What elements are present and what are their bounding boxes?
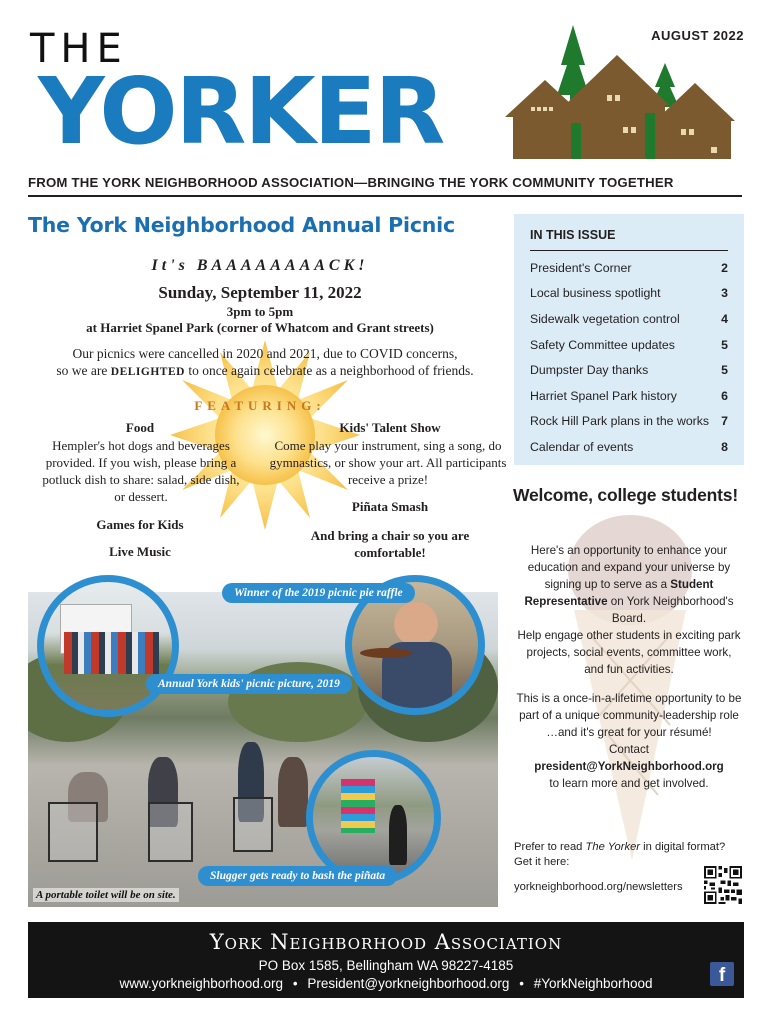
pinata-photo-child bbox=[389, 805, 407, 865]
welcome-paragraph-1 bbox=[516, 542, 742, 678]
food-heading: Food bbox=[125, 420, 155, 435]
issue-item-title: Safety Committee updates bbox=[530, 337, 675, 352]
student-representative-emphasis: Student Representative bbox=[524, 578, 714, 608]
picnic-intro bbox=[40, 345, 490, 381]
digital-text-b: in digital format? Get it here: bbox=[514, 841, 726, 868]
photo-chair bbox=[233, 797, 273, 852]
footer-hashtag[interactable]: #YorkNeighborhood bbox=[533, 976, 653, 991]
issue-item-title: Local business spotlight bbox=[530, 286, 661, 301]
tagline: FROM THE YORK NEIGHBORHOOD ASSOCIATION—BRINGING THE YORK COMMUNITY TOGETHER bbox=[28, 175, 674, 190]
caption-pinata: Slugger gets ready to bash the piñata bbox=[198, 866, 397, 886]
food-text: Hempler's hot dogs and beverages provided. If you wish, please bring a potluck dish to share: salad, side dish, or dessert. bbox=[42, 438, 240, 504]
issue-list bbox=[530, 255, 728, 460]
issue-item[interactable] bbox=[530, 434, 728, 460]
pie-photo-pie bbox=[360, 648, 412, 658]
issue-item-page: 5 bbox=[721, 337, 728, 352]
picnic-location: at Harriet Spanel Park (corner of Whatcom and Grant streets) bbox=[86, 320, 434, 335]
welcome-paragraph-2 bbox=[516, 690, 742, 792]
welcome-p1-text-a: Here's an opportunity to enhance your education and expand your universe by signing up to serve as a bbox=[527, 544, 731, 591]
picnic-date: Sunday, September 11, 2022 bbox=[158, 283, 362, 302]
welcome-p2-text-c: to learn more and get involved. bbox=[549, 777, 709, 790]
photo-chair bbox=[48, 802, 98, 862]
footer-email-link[interactable]: President@yorkneighborhood.org bbox=[307, 976, 510, 991]
issue-item-title: Dumpster Day thanks bbox=[530, 363, 649, 378]
footer bbox=[28, 922, 744, 998]
newsletters-link[interactable]: yorkneighborhood.org/newsletters bbox=[514, 881, 683, 893]
chair-heading: And bring a chair so you are comfortable! bbox=[310, 528, 470, 560]
issue-item[interactable] bbox=[530, 281, 728, 307]
issue-item[interactable] bbox=[530, 332, 728, 358]
welcome-p1-text-c: Help engage other students in exciting park projects, social events, committee work, and fun activities. bbox=[517, 629, 741, 676]
issue-item-title: Rock Hill Park plans in the works bbox=[530, 414, 710, 429]
issue-item-page: 8 bbox=[721, 439, 728, 454]
welcome-p1-text-b: on York Neighborhood's Board. bbox=[607, 595, 734, 625]
facebook-icon[interactable]: f bbox=[710, 962, 734, 986]
issue-item-page: 7 bbox=[721, 414, 728, 429]
picnic-intro-line2a: so we are bbox=[56, 363, 111, 378]
caption-kids-picture: Annual York kids' picnic picture, 2019 bbox=[146, 674, 352, 694]
welcome-p2-text-a: This is a once-in-a-lifetime opportunity to be part of a unique community-leadership role …and it's great for your résumé! bbox=[516, 692, 742, 739]
picnic-time: 3pm to 5pm bbox=[226, 304, 294, 319]
issue-item[interactable] bbox=[530, 357, 728, 383]
picnic-intro-emphasis: DELIGHTED bbox=[110, 366, 185, 378]
footer-separator: • bbox=[292, 976, 298, 991]
welcome-heading: Welcome, college students! bbox=[513, 485, 738, 505]
masthead-the: THE bbox=[30, 26, 128, 72]
in-this-issue-heading: IN THIS ISSUE bbox=[530, 228, 728, 251]
issue-item-title: Sidewalk vegetation control bbox=[530, 311, 680, 326]
president-email-link[interactable]: president@YorkNeighborhood.org bbox=[534, 760, 724, 773]
issue-item-page: 2 bbox=[721, 260, 728, 275]
music-heading: Live Music bbox=[109, 544, 171, 559]
issue-item-title: Harriet Spanel Park history bbox=[530, 388, 677, 403]
tagline-divider bbox=[28, 195, 742, 197]
houses-illustration bbox=[505, 25, 745, 165]
footer-separator: • bbox=[519, 976, 524, 991]
photo-chair bbox=[148, 802, 193, 862]
pinata-heading: Piñata Smash bbox=[351, 499, 429, 514]
games-heading: Games for Kids bbox=[96, 517, 184, 532]
picnic-intro-line1: Our picnics were cancelled in 2020 and 2021, due to COVID concerns, bbox=[72, 346, 458, 361]
footer-address: PO Box 1585, Bellingham WA 98227-4185 bbox=[258, 958, 514, 973]
footer-links bbox=[28, 976, 744, 991]
portable-toilet-note: A portable toilet will be on site. bbox=[33, 888, 179, 902]
issue-item[interactable] bbox=[530, 383, 728, 409]
talent-show-heading: Kids' Talent Show bbox=[339, 420, 441, 435]
qr-code-icon[interactable] bbox=[704, 866, 742, 904]
in-this-issue-box bbox=[514, 214, 744, 465]
issue-item[interactable] bbox=[530, 255, 728, 281]
picnic-back-line: It's BAAAAAAAACK! bbox=[151, 257, 369, 274]
talent-show-text: Come play your instrument, sing a song, do gymnastics, or show your art. All participants receive a prize! bbox=[269, 438, 507, 487]
photo-person bbox=[278, 757, 308, 827]
pie-photo-face bbox=[394, 602, 438, 646]
featuring-heading: FEATURING: bbox=[194, 398, 326, 413]
kids-photo-circle bbox=[37, 575, 179, 717]
digital-text-a: Prefer to read bbox=[514, 841, 586, 853]
masthead-title: YORKER bbox=[38, 58, 444, 165]
issue-item[interactable] bbox=[530, 306, 728, 332]
footer-website-link[interactable]: www.yorkneighborhood.org bbox=[119, 976, 284, 991]
issue-item-title: Calendar of events bbox=[530, 439, 634, 454]
pinata-photo-pinata bbox=[341, 779, 375, 833]
digital-publication-name: The Yorker bbox=[585, 841, 641, 853]
picnic-title: The York Neighborhood Annual Picnic bbox=[28, 213, 455, 237]
issue-item-page: 3 bbox=[721, 286, 728, 301]
issue-item[interactable] bbox=[530, 409, 728, 435]
issue-item-page: 4 bbox=[721, 311, 728, 326]
issue-item-title: President's Corner bbox=[530, 260, 632, 275]
issue-date: AUGUST 2022 bbox=[651, 28, 744, 43]
footer-org-name: York Neighborhood Association bbox=[209, 930, 563, 954]
picnic-intro-line2b: to once again celebrate as a neighborhood of friends. bbox=[184, 363, 474, 378]
issue-item-page: 5 bbox=[721, 363, 728, 378]
welcome-p2-contact: Contact bbox=[609, 743, 649, 756]
pinata-photo-circle bbox=[306, 750, 441, 885]
caption-pie-winner: Winner of the 2019 picnic pie raffle bbox=[222, 583, 415, 603]
issue-item-page: 6 bbox=[721, 388, 728, 403]
kids-photo-group bbox=[64, 632, 159, 674]
